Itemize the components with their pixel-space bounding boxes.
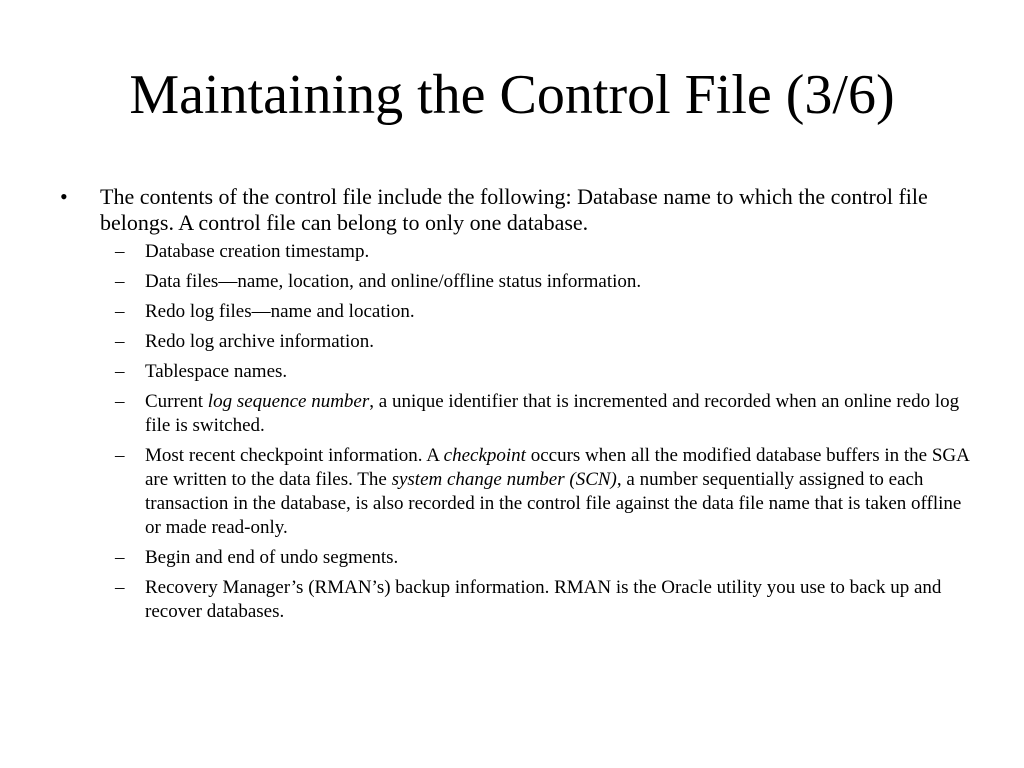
bullet-marker: • xyxy=(60,184,68,209)
sub-bullet-marker: – xyxy=(115,547,125,568)
sub-bullet-marker: – xyxy=(115,271,125,292)
sub-bullet-text: Recovery Manager’s (RMAN’s) backup information. RMAN is the Oracle utility you use to back up and recover databases. xyxy=(145,577,942,622)
sub-bullet-list xyxy=(60,240,970,624)
main-bullet-text: The contents of the control file include the following: Database name to which the control file belongs. A control file can belong to only one database. xyxy=(100,184,928,235)
sub-bullet-text: Database creation timestamp. xyxy=(145,241,370,262)
sub-bullet-marker: – xyxy=(115,301,125,322)
sub-bullet-text: Redo log files—name and location. xyxy=(145,301,415,322)
sub-bullet-text: , a number sequentially assigned to each transaction in the database, is also recorded in the control file against the data file name that is taken offline or made read-only. xyxy=(145,469,962,538)
sub-bullet-text: Current xyxy=(145,391,208,412)
sub-bullet-marker: – xyxy=(115,577,125,598)
sub-bullet-text: Redo log archive information. xyxy=(145,331,374,352)
sub-bullet-item xyxy=(60,270,970,294)
sub-bullet-item xyxy=(60,390,970,438)
sub-bullet-text: Most recent checkpoint information. A xyxy=(145,445,444,466)
sub-bullet-text: Tablespace names. xyxy=(145,361,288,382)
sub-bullet-italic-term: system change number (SCN) xyxy=(391,469,617,490)
main-bullet xyxy=(60,184,970,236)
sub-bullet-text: occurs when all the modified database buffers in the SGA are written to the data files. The xyxy=(145,445,969,490)
sub-bullet-item xyxy=(60,240,970,264)
sub-bullet-item xyxy=(60,444,970,540)
sub-bullet-item xyxy=(60,360,970,384)
sub-bullet-marker: – xyxy=(115,361,125,382)
sub-bullet-item xyxy=(60,300,970,324)
sub-bullet-marker: – xyxy=(115,445,125,466)
sub-bullet-italic-term: log sequence number xyxy=(207,391,370,412)
sub-bullet-marker: – xyxy=(115,391,125,412)
sub-bullet-item xyxy=(60,546,970,570)
slide-title: Maintaining the Control File (3/6) xyxy=(129,64,895,126)
sub-bullet-marker: – xyxy=(115,331,125,352)
sub-bullet-item xyxy=(60,330,970,354)
sub-bullet-text: Data files—name, location, and online/offline status information. xyxy=(145,271,642,292)
sub-bullet-marker: – xyxy=(115,241,125,262)
sub-bullet-item xyxy=(60,576,970,624)
sub-bullet-text: Begin and end of undo segments. xyxy=(145,547,399,568)
slide-body xyxy=(60,184,970,630)
sub-bullet-text: , a unique identifier that is incremented and recorded when an online redo log file is switched. xyxy=(145,391,960,436)
sub-bullet-italic-term: checkpoint xyxy=(443,445,526,466)
